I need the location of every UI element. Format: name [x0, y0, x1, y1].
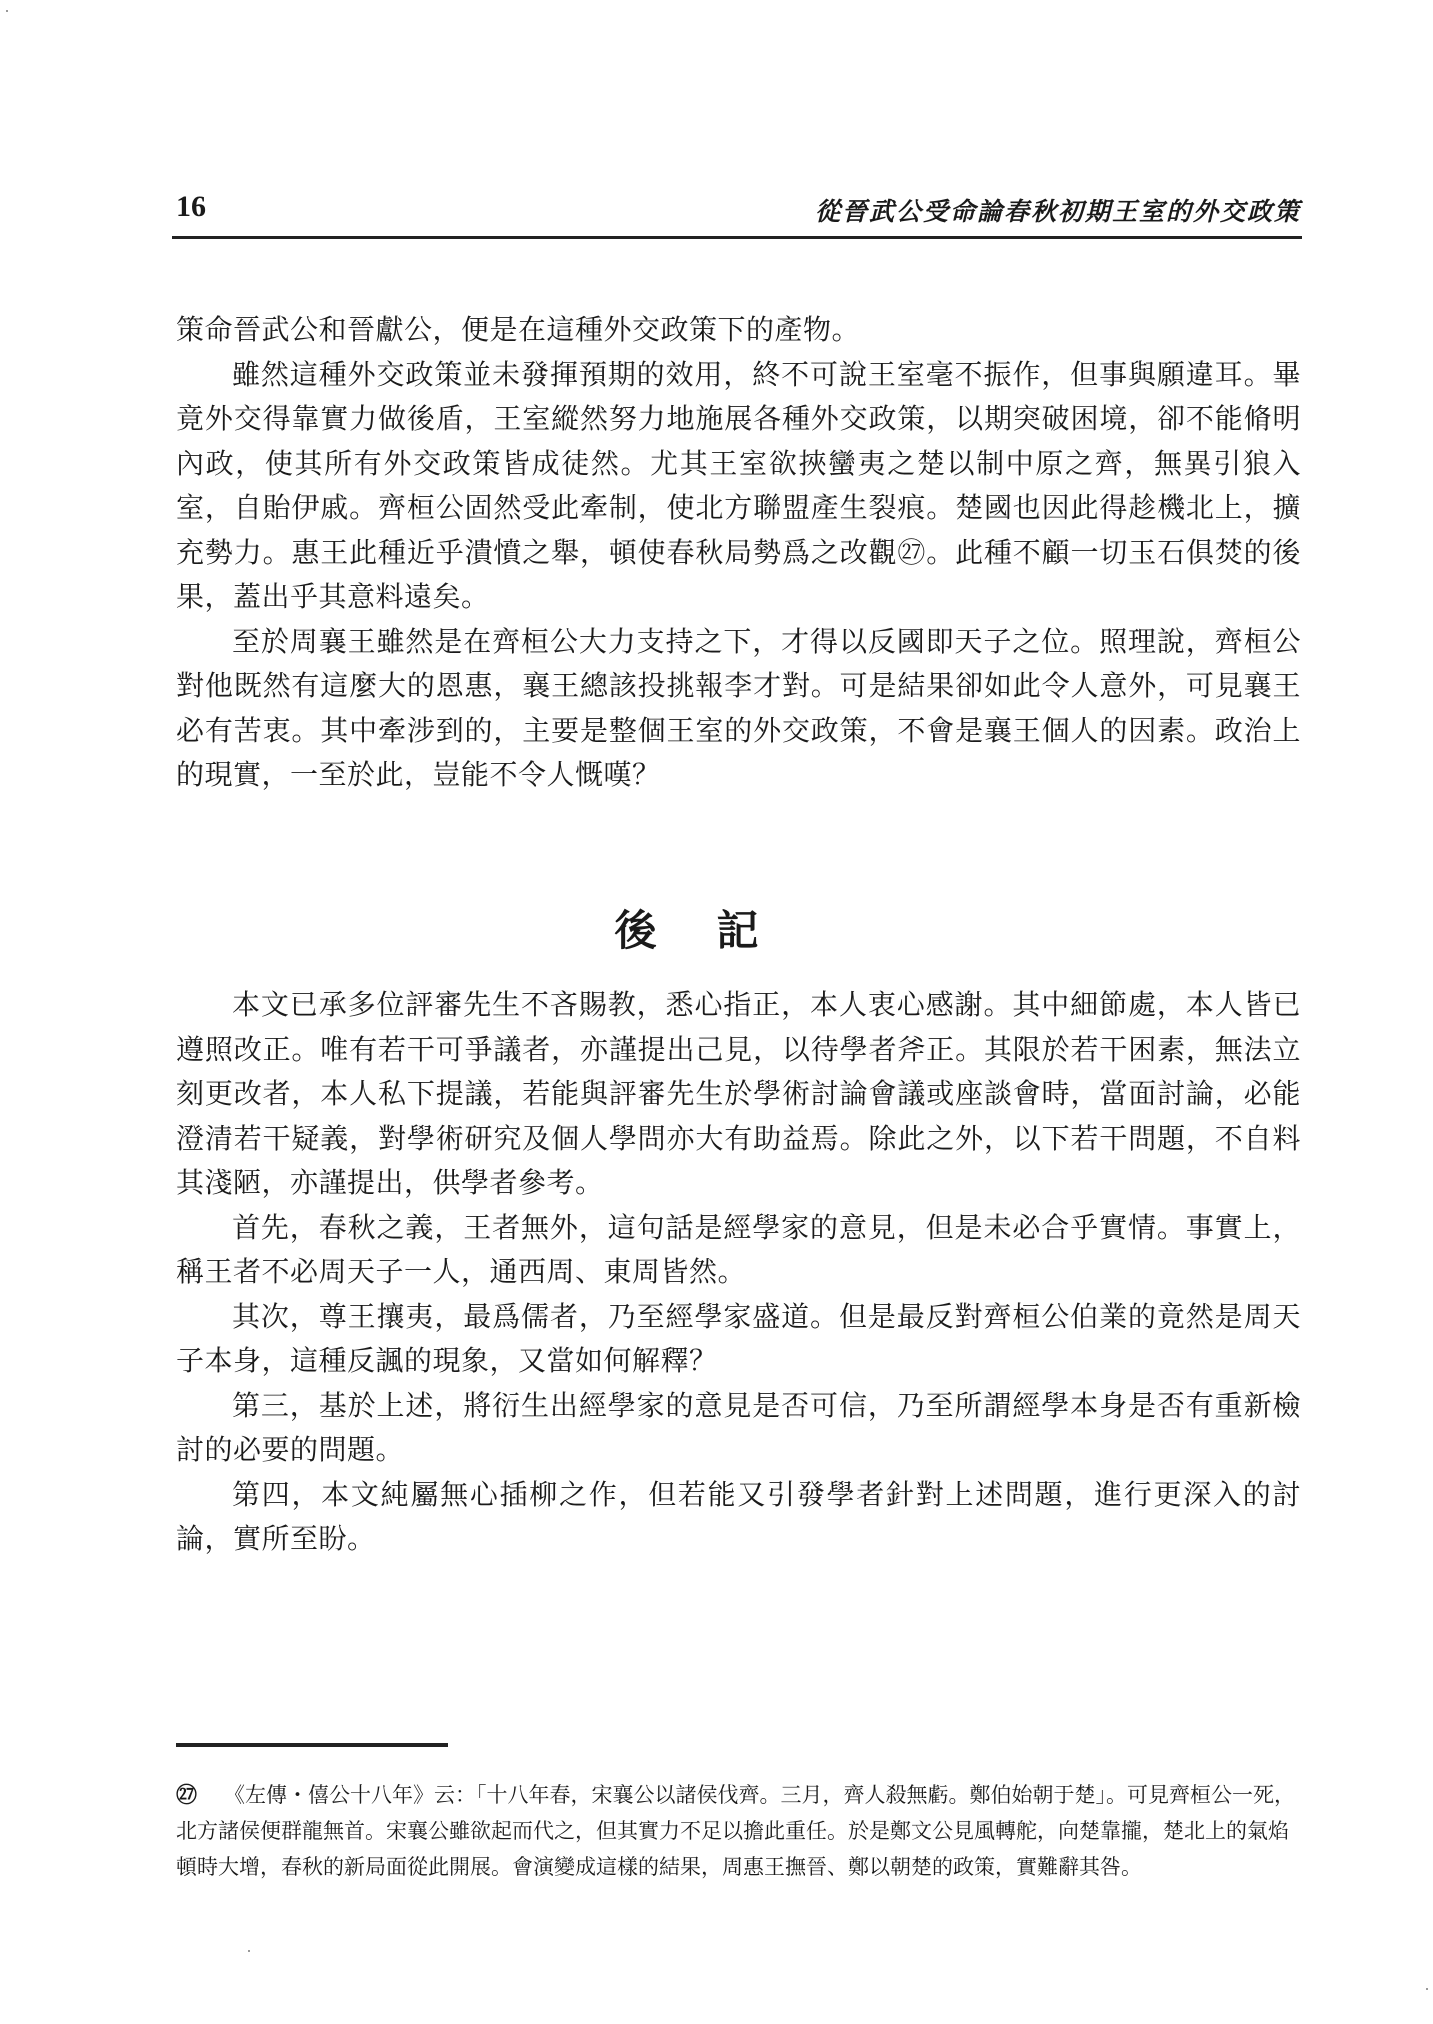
scan-mark — [6, 10, 8, 12]
footnote-text: 《左傳・僖公十八年》云：「十八年春，宋襄公以諸侯伐齊。三月，齊人殺無虧。鄭伯始朝于楚」。可見齊桓公一死，北方諸侯便群龍無首。宋襄公雖欲起而代之，但其實力不足以擔此重任。於是鄭文公見風轉舵，向楚靠攏，楚北上的氣焰頓時大增，春秋的新局面從此開展。會演變成這樣的結果，周惠王撫晉、鄭以朝楚的政策，實難辭其咎。 — [176, 1783, 1295, 1879]
paragraph: 本文已承多位評審先生不吝賜教，悉心指正，本人衷心感謝。其中細節處，本人皆已遵照改正。唯有若干可爭議者，亦謹提出己見，以待學者斧正。其限於若干困素，無法立刻更改者，本人私下提議，若能與評審先生於學術討論會議或座談會時，當面討論，必能澄清若干疑義，對學術研究及個人學問亦大有助益焉。除此之外，以下若干問題，不自料其淺陋，亦謹提出，供學者參考。 — [176, 988, 1301, 1199]
scan-mark — [1426, 1988, 1428, 1990]
page-number: 16 — [176, 190, 206, 223]
paragraph: 首先，春秋之義，王者無外，這句話是經學家的意見，但是未必合乎實情。事實上，稱王者不必周天子一人，通西周、東周皆然。 — [176, 1210, 1301, 1288]
footnote-marker: ㉗ — [176, 1782, 197, 1807]
header-rule — [172, 236, 1302, 239]
footnote-rule — [176, 1743, 448, 1747]
afterword-text — [176, 983, 1301, 1562]
section-heading: 後記 — [614, 906, 819, 955]
paragraph: 第四，本文純屬無心插柳之作，但若能又引發學者針對上述問題，進行更深入的討論，實所至盼。 — [176, 1477, 1301, 1555]
paragraph: 其次，尊王攘夷，最爲儒者，乃至經學家盛道。但是最反對齊桓公伯業的竟然是周天子本身，這種反諷的現象，又當如何解釋？ — [176, 1299, 1301, 1377]
paragraph: 雖然這種外交政策並未發揮預期的效用，終不可說王室毫不振作，但事與願違耳。畢竟外交得靠實力做後盾，王室縱然努力地施展各種外交政策，以期突破困境，卻不能脩明內政，使其所有外交政策皆成徒然。尤其王室欲挾蠻夷之楚以制中原之齊，無異引狼入室，自貽伊戚。齊桓公固然受此牽制，使北方聯盟產生裂痕。楚國也因此得趁機北上，擴充勢力。惠王此種近乎潰憤之舉，頓使春秋局勢爲之改觀㉗。此種不顧一切玉石俱焚的後果，蓋出乎其意料遠矣。 — [176, 357, 1301, 613]
main-text — [176, 308, 1301, 798]
paragraph: 策命晉武公和晉獻公，便是在這種外交政策下的產物。 — [176, 313, 861, 346]
running-title: 從晉武公受命論春秋初期王室的外交政策 — [814, 197, 1301, 226]
footnote — [176, 1777, 1301, 1885]
paragraph: 第三，基於上述，將衍生出經學家的意見是否可信，乃至所謂經學本身是否有重新檢討的必要的問題。 — [176, 1388, 1301, 1466]
scan-mark — [248, 1950, 250, 1952]
paragraph: 至於周襄王雖然是在齊桓公大力支持之下，才得以反國即天子之位。照理說，齊桓公對他既然有這麼大的恩惠，襄王總該投挑報李才對。可是結果卻如此令人意外，可見襄王必有苦衷。其中牽涉到的，主要是整個王室的外交政策，不會是襄王個人的因素。政治上的現實，一至於此，豈能不令人慨嘆？ — [176, 624, 1301, 791]
